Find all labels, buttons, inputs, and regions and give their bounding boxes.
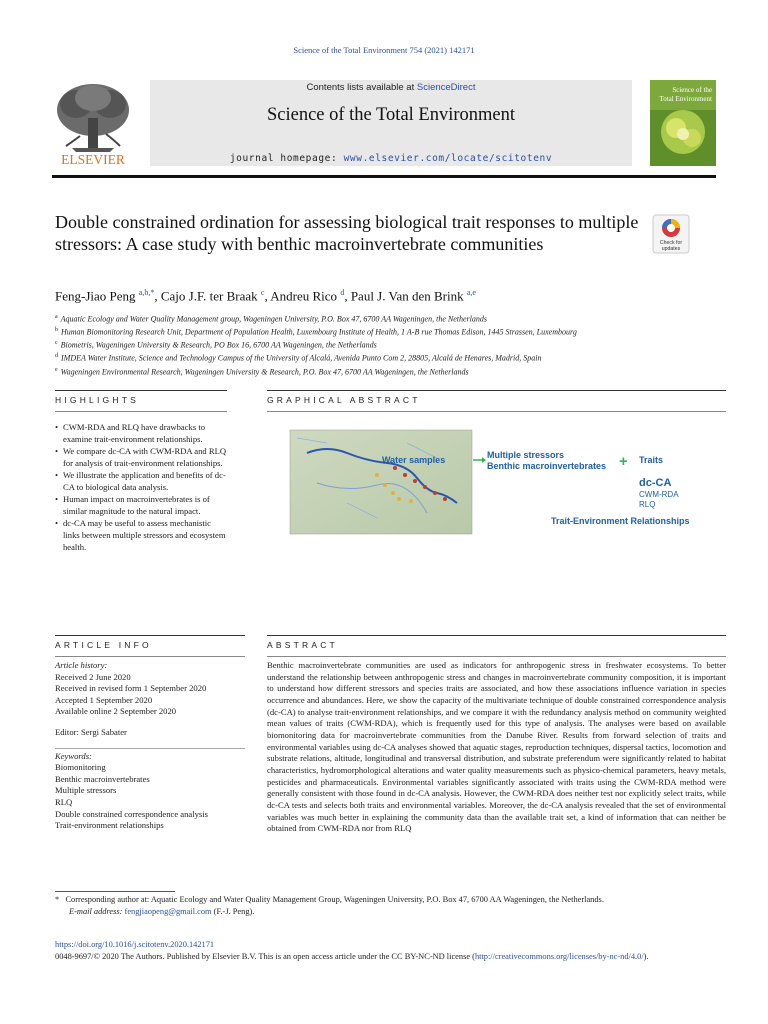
graphical-abstract-subrule	[267, 411, 726, 412]
footnote-rule	[55, 891, 175, 892]
graphical-abstract-heading: GRAPHICAL ABSTRACT	[267, 395, 421, 405]
history-item: Received in revised form 1 September 2020	[55, 683, 207, 694]
elsevier-tree-icon	[52, 80, 134, 166]
journal-cover-image	[650, 80, 716, 166]
graphical-abstract-figure	[287, 423, 715, 541]
elsevier-wordmark: ELSEVIER	[61, 152, 125, 166]
arrow-right-icon	[482, 457, 486, 463]
highlight-item: • CWM-RDA and RLQ have drawbacks to examine trait-environment relationships.	[55, 421, 227, 445]
highlights-heading: HIGHLIGHTS	[55, 395, 139, 405]
ga-relationships: Trait-Environment Relationships	[551, 516, 690, 526]
affiliation-item: $^d$ IMDEA Water Institute, Science and Technology Campus of the University of Alcalá, Avenida Punto Com 2, 28805, Alcalá de Henares, Madrid, Spain	[55, 353, 542, 364]
license-link[interactable]: http://creativecommons.org/licenses/by-nc-nd/4.0/	[474, 952, 644, 961]
history-item: Accepted 1 September 2020	[55, 694, 153, 705]
keyword-item: Benthic macroinvertebrates	[55, 773, 150, 784]
keyword-item: Trait-environment relationships	[55, 820, 164, 831]
graphical-abstract-rule	[267, 390, 726, 391]
water-samples-label: Water samples	[382, 455, 446, 465]
journal-cover-icon	[650, 80, 716, 166]
author-affiliation-marker[interactable]: a,b,*	[138, 288, 155, 297]
journal-name: Science of the Total Environment	[266, 105, 516, 125]
journal-reference[interactable]: Science of the Total Environment 754 (2021) 142171	[293, 45, 475, 55]
journal-homepage	[150, 153, 632, 164]
affiliation-item: $^c$ Biometris, Wageningen University & Research, PO Box 16, 6700 AA Wageningen, the Netherlands	[55, 340, 377, 350]
plus-icon: +	[619, 453, 628, 470]
homepage-prefix: journal homepage:	[229, 153, 344, 164]
ga-dcca: dc-CA	[639, 477, 672, 489]
highlights-rule	[55, 390, 227, 391]
contents-prefix: Contents lists available at	[306, 82, 417, 93]
article-title: Double constrained ordination for assessing biological trait responses to multiple stressors: A case study with benthic macroinvertebrate communities	[55, 212, 639, 254]
abstract-heading: ABSTRACT	[267, 640, 338, 650]
ga-benthic: Benthic macroinvertebrates	[487, 461, 607, 471]
affiliation-item: $^b$ Human Biomonitoring Research Unit, Department of Population Health, Luxembourg Institute of Health, 1 A-B rue Thomas Edison, 1445 Strassen, Luxembourg	[55, 327, 577, 337]
svg-text:Total Environment: Total Environment	[659, 95, 712, 103]
corresponding-author-footnote: * Corresponding author at: Aquatic Ecology and Water Quality Management Group, Wageningen University, P.O. Box 47, 6700 AA Wageningen, the Netherlands. E-mail address: fengjiaopeng@gmail.com (F.-J. Peng).	[55, 895, 604, 916]
keyword-item: Biomonitoring	[55, 762, 106, 773]
graphical-abstract-svg	[287, 423, 715, 541]
svg-text:Check for: Check for	[659, 240, 683, 246]
highlights-subrule	[55, 411, 227, 412]
highlight-item: • dc-CA may be useful to assess mechanistic links between multiple stressors and ecosystem health.	[55, 517, 227, 553]
header-rule	[52, 175, 716, 178]
keyword-item: RLQ	[55, 796, 73, 807]
author-list: Feng-Jiao Peng $^{a,b,*}$, Cajo J.F. ter Braak $^c$, Andreu Rico $^d$, Paul J. Van den Brink $^{a,e}$	[55, 288, 476, 304]
highlights-list	[55, 421, 227, 553]
article-info-subrule	[55, 656, 245, 657]
author-affiliation-marker[interactable]: d	[340, 288, 345, 297]
keyword-item: Double constrained correspondence analysis	[55, 808, 208, 819]
sciencedirect-link[interactable]: ScienceDirect	[416, 82, 476, 93]
affiliation-item: $^e$ Wageningen Environmental Research, Wageningen University & Research, P.O. Box 47, 6700 AA Wageningen, the Netherlands	[55, 366, 469, 377]
author-affiliation-marker[interactable]: a,e	[466, 288, 476, 297]
author-affiliation-marker[interactable]: c	[260, 288, 265, 297]
author-name: Cajo J.F. ter Braak	[160, 288, 258, 304]
highlight-item: • We illustrate the application and benefits of dc-CA to biological data analysis.	[55, 469, 227, 493]
highlight-item: • Human impact on macroinvertebrates is of similar magnitude to the natural impact.	[55, 493, 227, 517]
elsevier-logo	[52, 80, 134, 166]
corresponding-author-text: Corresponding author at: Aquatic Ecology and Water Quality Management Group, Wageningen University, P.O. Box 47, 6700 AA Wageningen, the Netherlands.	[65, 895, 604, 904]
history-item: Received 2 June 2020	[55, 671, 131, 682]
danube-map	[290, 430, 472, 534]
ga-stressors: Multiple stressors	[487, 450, 565, 460]
keyword-item: Multiple stressors	[55, 785, 117, 796]
history-item: Available online 2 September 2020	[55, 706, 177, 717]
article-info	[55, 660, 245, 832]
abstract-subrule	[267, 656, 726, 657]
ga-cwm: CWM-RDA	[639, 490, 679, 499]
editor-line: Editor: Sergi Sabater	[55, 726, 127, 737]
abstract-rule	[267, 635, 726, 636]
highlight-item: • We compare dc-CA with CWM-RDA and RLQ for analysis of trait-environment relationships.	[55, 445, 227, 469]
author-name: Paul J. Van den Brink	[350, 288, 464, 304]
keywords-label: Keywords:	[55, 750, 92, 761]
contents-line	[150, 82, 632, 93]
svg-text:updates: updates	[661, 246, 681, 252]
ga-traits: Traits	[639, 455, 664, 465]
doi-link[interactable]: https://doi.org/10.1016/j.scitotenv.2020.142171	[55, 940, 215, 949]
check-for-updates-badge[interactable]	[652, 214, 690, 254]
svg-text:Science of the: Science of the	[672, 86, 712, 94]
abstract-text: Benthic macroinvertebrate communities are used as indicators for anthropogenic stress in freshwater ecosystems. To better understand the relationship between anthropogenic stress and changes in macroinvertebrate community composition, it is important to understand how different stressors and species traits are associated, and how these associations influence variation in species occurrence and abundances. Here, we show the capacity of the multivariate technique of double constrained correspondence analysis (dc-CA) to analyse trait-environment relationships, and we compare it with the redundancy analysis method on community weighted mean values of traits (CWM-RDA), which is frequently used for this type of analysis. The analyses were based on available biomonitoring data for macroinvertebrate communities from the Danube River. Results from forward selection of traits and environmental variables using dc-CA analyses showed that aquatic stages, reproduction techniques, dispersal tactics, locomotion and substrate relations, altitude, longitudinal and transversal distribution, and substrate preferendum were significantly related to habitat characteristics, hydromorphological alterations and water quality measurements such as physico-chemical parameters, heavy metals, pesticides and pharmaceuticals. Environmental variables significantly associated with traits using the CWM-RDA method were generally consistent with those found in dc-CA analysis. However, the CWM-RDA does neither test nor explicitly select traits, while dc-CA tests and selects both traits and environmental variables. Moreover, the dc-CA analysis revealed that the set of environmental variables was much better in explaining the community data than the available trait set, a kind of information that can neither be obtained from CWM-RDA nor from RLQ	[267, 660, 726, 834]
article-info-heading: ARTICLE INFO	[55, 640, 152, 650]
crossmark-icon	[652, 214, 690, 254]
affiliation-item: $^a$ Aquatic Ecology and Water Quality Management group, Wageningen University, P.O. Box 47, 6700 AA Wageningen, the Netherlands	[55, 314, 487, 324]
author-name: Feng-Jiao Peng	[55, 288, 136, 304]
article-info-rule	[55, 635, 245, 636]
author-name: Andreu Rico	[270, 288, 338, 304]
email-label: E-mail address:	[69, 906, 123, 916]
email-link[interactable]: fengjiaopeng@gmail.com	[124, 906, 212, 916]
license-line: 0048-9697/© 2020 The Authors. Published by Elsevier B.V. This is an open access article under the CC BY-NC-ND license (http://creativecommons.org/licenses/by-nc-nd/4.0/).	[55, 952, 649, 961]
ga-rlq: RLQ	[639, 500, 656, 509]
affiliation-list	[55, 312, 675, 378]
history-label: Article history:	[55, 660, 108, 670]
homepage-link[interactable]: www.elsevier.com/locate/scitotenv	[343, 153, 553, 164]
